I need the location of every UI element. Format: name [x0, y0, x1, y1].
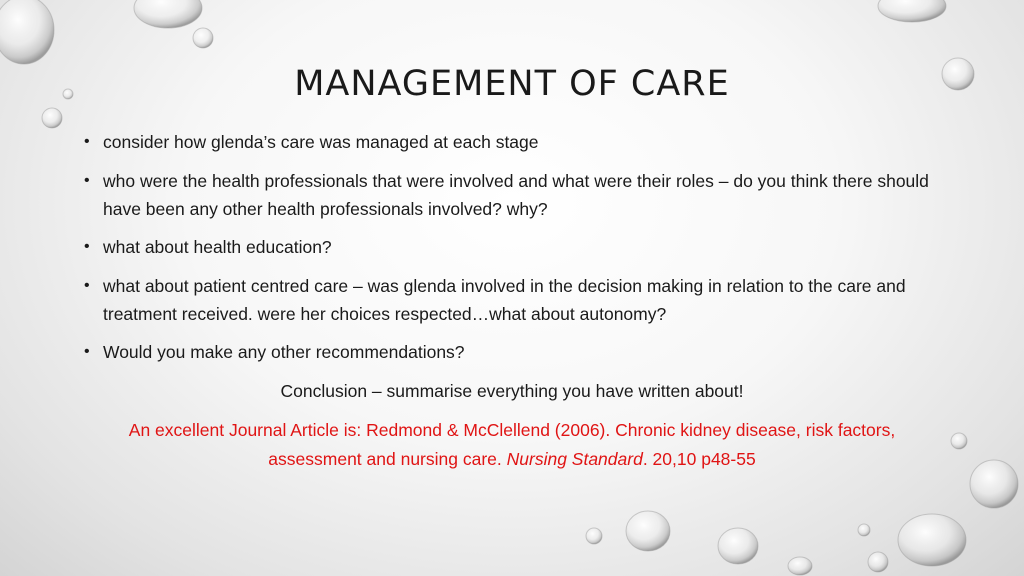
- article-reference-text: An excellent Journal Article is: Redmond & McClellend (2006). Chronic kidney disease, risk factors, assessment and nursing care.: [128, 420, 896, 469]
- drop-shape: [858, 524, 870, 536]
- drop-shape: [626, 511, 670, 551]
- drop-shape: [878, 0, 946, 22]
- bullet-item: • what about patient centred care – was glenda involved in the decision making in relation to the care and treatment received. were her choices respected…what about autonomy?: [84, 272, 934, 328]
- article-reference: [84, 416, 940, 474]
- drop-shape: [718, 528, 758, 564]
- article-citation-details: . 20,10 p48-55: [642, 449, 756, 469]
- bullet-item: • what about health education?: [84, 233, 934, 261]
- drop-shape: [868, 552, 888, 572]
- conclusion-text: Conclusion – summarise everything you have written about!: [280, 381, 744, 401]
- bullet-item: • Would you make any other recommendations?: [84, 338, 934, 366]
- drop-shape: [134, 0, 202, 28]
- drop-shape: [898, 514, 966, 566]
- bullet-item: • who were the health professionals that were involved and what were their roles – do you think there should have been any other health professionals involved? why?: [84, 167, 934, 223]
- drop-shape: [951, 433, 967, 449]
- drop-shape: [586, 528, 602, 544]
- slide-title: MANAGEMENT OF CARE: [294, 64, 730, 104]
- drop-shape: [0, 0, 54, 64]
- drop-shape: [193, 28, 213, 48]
- bullet-item: • consider how glenda’s care was managed at each stage: [84, 128, 934, 156]
- drop-shape: [42, 108, 62, 128]
- drop-shape: [970, 460, 1018, 508]
- bullet-list: [84, 128, 934, 377]
- journal-name: Nursing Standard: [506, 449, 643, 469]
- drop-shape: [788, 557, 812, 575]
